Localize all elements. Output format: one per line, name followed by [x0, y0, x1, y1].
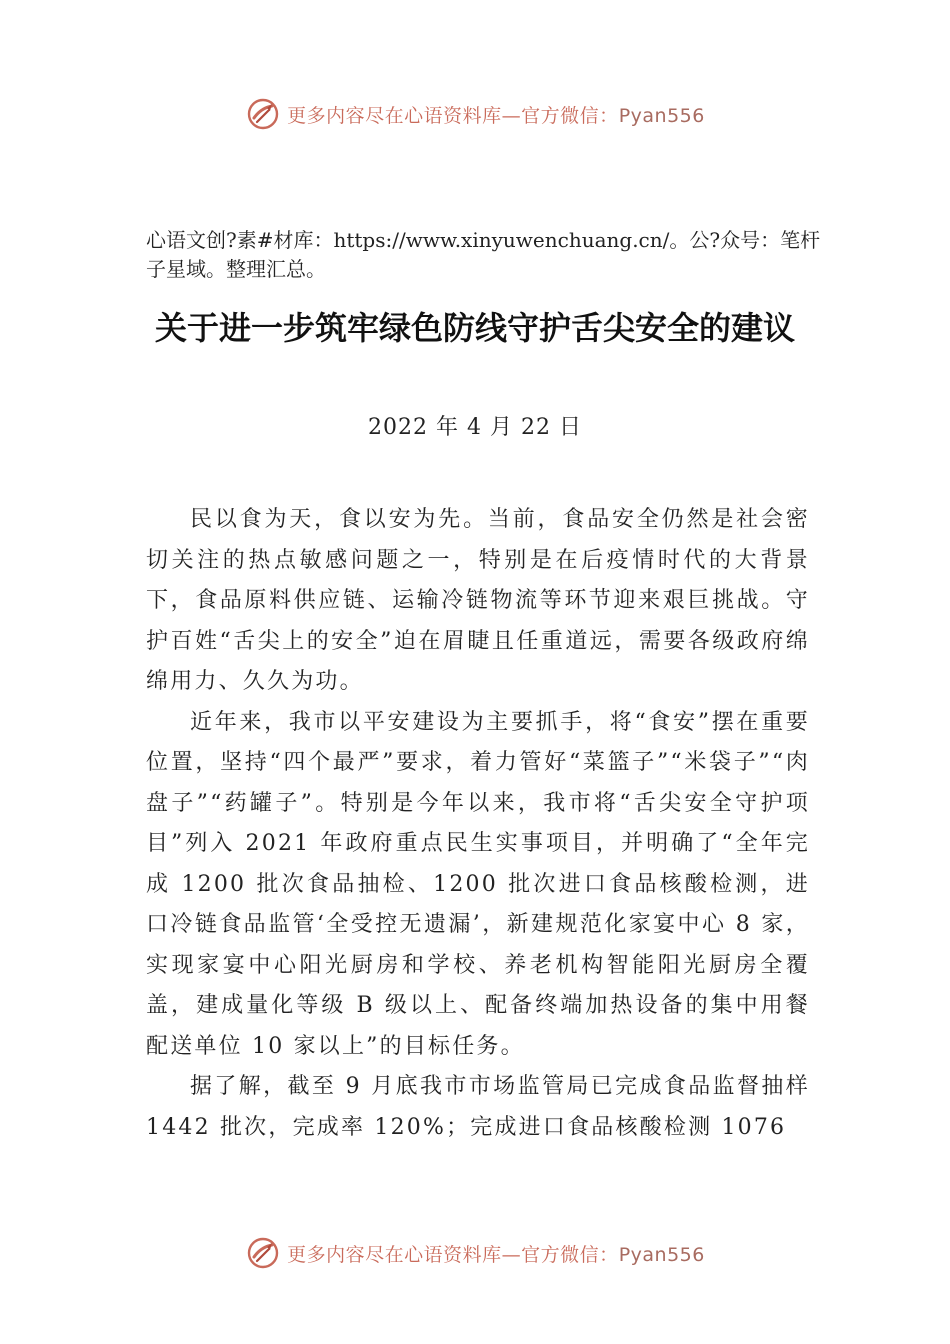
wechat-id: Pyan556	[618, 104, 705, 127]
footer-watermark-banner	[0, 1233, 950, 1273]
brand-separator: —	[501, 104, 522, 127]
wechat-label: 官方微信：	[521, 104, 619, 127]
wechat-id: Pyan556	[618, 1243, 705, 1266]
document-body	[146, 500, 810, 1148]
source-note: 心语文创?素#材库：https://www.xinyuwenchuang.cn/。公?众号：笔杆子星域。整理汇总。	[146, 228, 821, 281]
brand-logo-icon	[245, 1235, 281, 1271]
brand-text	[287, 101, 705, 128]
brand-logo-icon	[245, 96, 281, 132]
wechat-label: 官方微信：	[521, 1243, 619, 1266]
brand-name: 更多内容尽在心语资料库	[287, 104, 502, 127]
paragraph: 据了解，截至 9 月底我市市场监管局已完成食品监督抽样 1442 批次，完成率 120%；完成进口食品核酸检测 1076	[146, 1074, 810, 1140]
document-title: 关于进一步筑牢绿色防线守护舌尖安全的建议	[154, 309, 795, 347]
paragraph: 近年来，我市以平安建设为主要抓手，将“食安”摆在重要位置，坚持“四个最严”要求，着力管好“菜篮子”“米袋子”“肉盘子”“药罐子”。特别是今年以来，我市将“舌尖安全守护项目”列入 2021 年政府重点民生实事项目，并明确了“全年完成 1200 批次食品抽检、1200 批次进口食品核酸检测，进口冷链食品监管‘全受控无遗漏’，新建规范化家宴中心 8 家，实现家宴中心阳光厨房和学校、养老机构智能阳光厨房全覆盖，建成量化等级 B 级以上、配备终端加热设备的集中用餐配送单位 10 家以上”的目标任务。	[146, 709, 810, 1059]
brand-separator: —	[501, 1243, 522, 1266]
paragraph: 民以食为天，食以安为先。当前，食品安全仍然是社会密切关注的热点敏感问题之一，特别是在后疫情时代的大背景下，食品原料供应链、运输冷链物流等环节迎来艰巨挑战。守护百姓“舌尖上的安全”迫在眉睫且任重道远，需要各级政府绵绵用力、久久为功。	[146, 507, 810, 694]
brand-name: 更多内容尽在心语资料库	[287, 1243, 502, 1266]
document-date: 2022 年 4 月 22 日	[368, 415, 582, 440]
brand-text	[287, 1240, 705, 1267]
header-watermark-banner	[0, 94, 950, 134]
